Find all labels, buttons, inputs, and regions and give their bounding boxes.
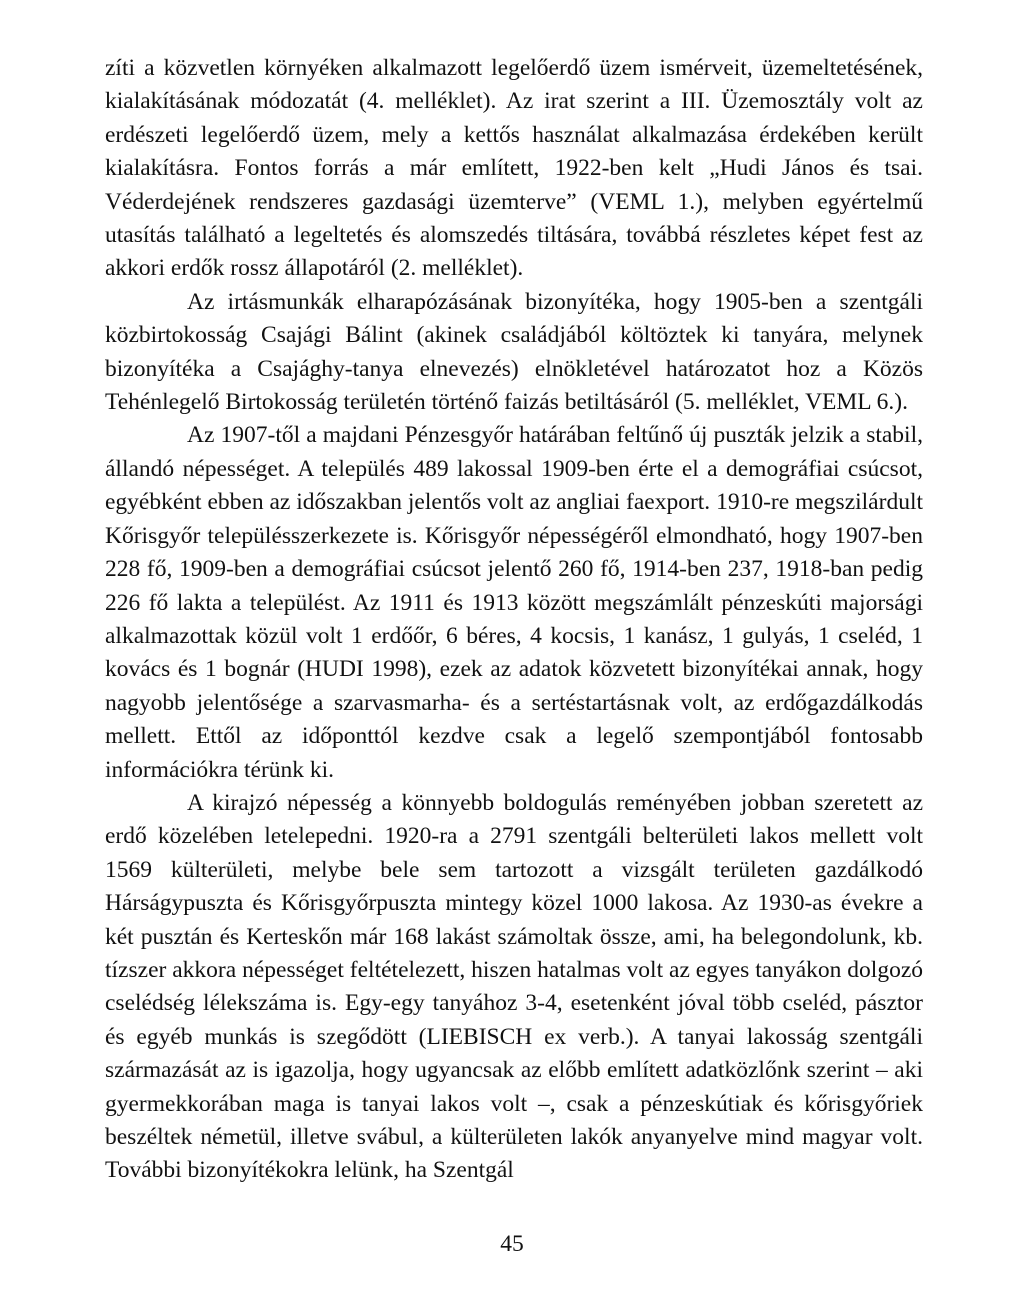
body-text — [105, 52, 923, 1188]
paragraph-4: A kirajzó népesség a könnyebb boldogulás reményében jobban szeretett az erdő közelében letelepedni. 1920-ra a 2791 szentgáli belterületi lakos mellett volt 1569 külterületi, melybe bele sem tartozott a vizsgált területen gazdálkodó Hárságypuszta és Kőrisgyőrpuszta mintegy közel 1000 lakosa. Az 1930-as évekre a két pusztán és Kerteskőn már 168 lakást számoltak össze, ami, ha belegondolunk, kb. tízszer akkora népességet feltételezett, hiszen hatalmas volt az egyes tanyákon dolgozó cselédség lélekszáma is. Egy-egy tanyához 3-4, esetenként jóval több cseléd, pásztor és egyéb munkás is szegődött (LIEBISCH ex verb.). A tanyai lakosság szentgáli származását az is igazolja, hogy ugyancsak az előbb említett adatközlőnk szerint – aki gyermekkorában maga is tanyai lakos volt –, csak a pénzeskútiak és kőrisgyőriek beszéltek németül, illetve svábul, a külterületen lakók anyanyelve mind magyar volt. További bizonyítékokra lelünk, ha Szentgál — [105, 789, 923, 1184]
paragraph-3: Az 1907-től a majdani Pénzesgyőr határában feltűnő új puszták jelzik a stabil, állandó népességet. A település 489 lakossal 1909-ben érte el a demográfiai csúcsot, egyébként ebben az időszakban jelentős volt az angliai faexport. 1910-re megszilárdult Kőrisgyőr településszerkezete is. Kőrisgyőr népességéről elmondható, hogy 1907-ben 228 fő, 1909-ben a demográfiai csúcsot jelentő 260 fő, 1914-ben 237, 1918-ban pedig 226 fő lakta a települést. Az 1911 és 1913 között megszámlált pénzeskúti majorsági alkalmazottak közül volt 1 erdőőr, 6 béres, 4 kocsis, 1 kanász, 1 gulyás, 1 cseléd, 1 kovács és 1 bognár (HUDI 1998), ezek az adatok közvetett bizonyítékai annak, hogy nagyobb jelentősége a szarvasmarha- és a sertéstartásnak volt, az erdőgazdálkodás mellett. Ettől az időponttól kezdve csak a legelő szempontjából fontosabb információkra térünk ki. — [105, 422, 923, 783]
paragraph-2: Az irtásmunkák elharapózásának bizonyítéka, hogy 1905-ben a szentgáli közbirtokosság Csajági Bálint (akinek családjából költöztek ki tanyára, melynek bizonyítéka a Csajághy-tanya elnevezés) elnökletével határozatot hoz a Közös Tehénlegelő Birtokosság területén történő faizás betiltásáról (5. melléklet, VEML 6.). — [105, 288, 923, 416]
paragraph-1: zíti a közvetlen környéken alkalmazott legelőerdő üzem ismérveit, üzemeltetésének, kialakításának módozatát (4. melléklet). Az irat szerint a III. Üzemosztály volt az erdészeti legelőerdő üzem, mely a kettős használat alkalmazása érdekében került kialakításra. Fontos forrás a már említett, 1922-ben kelt „Hudi János és tsai. Véderdejének rendszeres gazdasági üzemterve” (VEML 1.), melyben egyértelmű utasítás található a legeltetés és alomszedés tiltására, továbbá részletes képet fest az akkori erdők rossz állapotáról (2. melléklet). — [105, 55, 923, 282]
page-number: 45 — [500, 1231, 524, 1257]
